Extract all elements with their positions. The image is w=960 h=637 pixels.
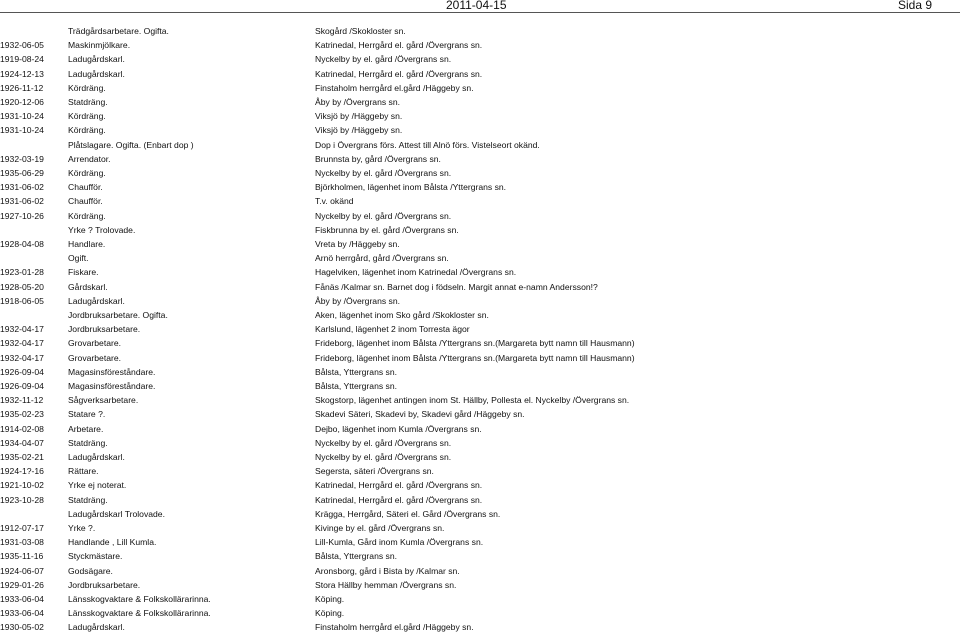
record-occupation: Ladugårdskarl. [68,54,125,65]
record-occupation: Gårdskarl. [68,281,108,292]
list-item [0,125,960,139]
record-date: 1935-11-16 [0,551,44,562]
record-place: Åby by /Övergrans sn. [315,295,401,306]
list-item [0,438,960,452]
record-occupation: Trädgårdsarbetare. Ogifta. [68,26,169,36]
record-date: 1927-10-26 [0,210,44,221]
record-occupation: Grovarbetare. [68,338,122,349]
list-item [0,594,960,608]
record-date: 1918-06-05 [0,295,44,306]
record-occupation: Statare ?. [68,409,106,420]
record-occupation: Länsskogvaktare & Folkskollärarinna. [68,608,211,619]
page-header [0,0,960,14]
record-place: Nyckelby by el. gård /Övergrans sn. [315,452,452,462]
record-place: Viksjö by /Häggeby sn. [315,125,403,136]
record-occupation: Styckmästare. [68,551,123,562]
record-place: Nyckelby by el. gård /Övergrans sn. [315,437,452,448]
header-date: 2011-04-15 [446,0,507,12]
record-occupation: Länsskogvaktare & Folkskollärarinna. [68,594,211,604]
record-date: 1932-06-05 [0,40,44,51]
record-place: Brunnsta by, gård /Övergrans sn. [315,153,441,164]
record-date: 1935-02-23 [0,409,44,420]
record-occupation: Ladugårdskarl. [68,68,125,79]
list-item [0,239,960,253]
record-place: Dop i Övergrans förs. Attest till Alnö förs. Vistelseort okänd. [315,139,540,150]
record-date: 1935-02-21 [0,452,44,462]
record-occupation: Kördräng. [68,111,106,122]
record-occupation: Statdräng. [68,494,108,505]
record-occupation: Magasinsföreståndare. [68,366,156,377]
record-occupation: Kördräng. [68,210,106,221]
record-place: Bålsta, Yttergrans sn. [315,366,398,377]
record-place: Nyckelby by el. gård /Övergrans sn. [315,210,452,221]
list-item [0,282,960,296]
list-item [0,381,960,395]
list-item [0,480,960,494]
list-item [0,622,960,636]
record-date: 1931-06-02 [0,196,44,207]
record-occupation: Fiskare. [68,267,99,278]
list-item [0,566,960,580]
list-item [0,111,960,125]
record-place: Frideborg, lägenhet inom Bålsta /Yttergrans sn.(Margareta bytt namn till Hausmann) [315,338,635,349]
record-occupation: Ogift. [68,253,89,264]
list-item [0,495,960,509]
record-place: Kivinge by el. gård /Övergrans sn. [315,523,445,533]
record-occupation: Ladugårdskarl Trolovade. [68,508,165,519]
record-date: 1932-04-17 [0,352,44,363]
record-place: Katrinedal, Herrgård el. gård /Övergrans sn. [315,68,483,79]
record-date: 1931-03-08 [0,537,44,548]
record-occupation: Kördräng. [68,168,106,178]
record-date: 1933-06-04 [0,594,44,604]
list-item [0,338,960,352]
record-occupation: Maskinmjölkare. [68,40,131,51]
record-date: 1926-11-12 [0,82,44,93]
record-date: 1932-04-17 [0,338,44,349]
record-occupation: Ladugårdskarl. [68,295,125,306]
record-date: 1931-10-24 [0,111,44,122]
record-date: 1931-10-24 [0,125,44,136]
record-place: Aronsborg, gård i Bista by /Kalmar sn. [315,565,460,576]
record-place: Viksjö by /Häggeby sn. [315,111,403,122]
record-place: Stora Hällby hemman /Övergrans sn. [315,579,457,590]
list-item [0,267,960,281]
record-place: Aken, lägenhet inom Sko gård /Skokloster sn. [315,310,489,320]
list-item [0,580,960,594]
list-item [0,409,960,423]
list-item [0,452,960,466]
record-occupation: Statdräng. [68,437,108,448]
record-place: Bålsta, Yttergrans sn. [315,381,398,391]
record-occupation: Jordbruksarbetare. [68,579,141,590]
record-occupation: Jordbruksarbetare. Ogifta. [68,310,168,320]
list-item [0,395,960,409]
record-date: 1932-03-19 [0,153,44,164]
record-place: T.v. okänd [315,196,354,207]
record-place: Björkholmen, lägenhet inom Bålsta /Yttergrans sn. [315,182,507,193]
list-item [0,367,960,381]
record-place: Fiskbrunna by el. gård /Övergrans sn. [315,224,459,235]
record-occupation: Plåtslagare. Ogifta. (Enbart dop ) [68,139,194,150]
record-date: 1924-12-13 [0,68,44,79]
record-place: Frideborg, lägenhet inom Bålsta /Yttergrans sn.(Margareta bytt namn till Hausmann) [315,352,635,363]
record-occupation: Sågverksarbetare. [68,395,139,406]
record-date: 1919-08-24 [0,54,44,65]
record-occupation: Grovarbetare. [68,352,122,363]
list-item [0,69,960,83]
record-place: Nyckelby by el. gård /Övergrans sn. [315,168,452,178]
record-date: 1928-05-20 [0,281,44,292]
list-item [0,253,960,267]
record-place: Åby by /Övergrans sn. [315,97,401,107]
record-occupation: Ladugårdskarl. [68,452,125,462]
record-date: 1930-05-02 [0,622,44,633]
record-place: Finstaholm herrgård el.gård /Häggeby sn. [315,622,474,633]
list-item [0,324,960,338]
list-item [0,296,960,310]
list-item [0,54,960,68]
record-date: 1934-04-07 [0,437,44,448]
list-item [0,353,960,367]
record-occupation: Arrendator. [68,153,111,164]
record-occupation: Yrke ej noterat. [68,480,127,491]
record-place: Nyckelby by el. gård /Övergrans sn. [315,54,452,65]
record-date: 1932-11-12 [0,395,44,406]
record-occupation: Ladugårdskarl. [68,622,125,633]
record-occupation: Arbetare. [68,423,104,434]
record-place: Hagelviken, lägenhet inom Katrinedal /Övergrans sn. [315,267,517,278]
record-place: Karlslund, lägenhet 2 inom Torresta ägor [315,324,470,335]
record-date: 1933-06-04 [0,608,44,619]
record-place: Lill-Kumla, Gård inom Kumla /Övergrans sn. [315,537,484,548]
list-item [0,154,960,168]
list-item [0,509,960,523]
record-place: Vreta by /Häggeby sn. [315,239,400,249]
list-item [0,523,960,537]
list-item [0,97,960,111]
record-occupation: Jordbruksarbetare. [68,324,141,335]
record-occupation: Chaufför. [68,196,103,207]
record-place: Segersta, säteri /Övergrans sn. [315,466,434,477]
record-place: Skadevi Säteri, Skadevi by, Skadevi gård /Häggeby sn. [315,409,525,420]
record-date: 1920-12-06 [0,97,44,107]
list-item [0,83,960,97]
list-item [0,168,960,182]
list-item [0,551,960,565]
list-item [0,26,960,40]
record-place: Köping. [315,608,345,619]
record-place: Krägga, Herrgård, Säteri el. Gård /Övergrans sn. [315,508,501,519]
record-occupation: Chaufför. [68,182,103,193]
record-place: Katrinedal, Herrgård el. gård /Övergrans sn. [315,40,483,51]
record-occupation: Handlare. [68,239,106,249]
record-date: 1928-04-08 [0,239,44,249]
record-place: Köping. [315,594,345,604]
record-date: 1924-1?-16 [0,466,44,477]
record-date: 1932-04-17 [0,324,44,335]
record-occupation: Godsägare. [68,565,113,576]
record-date: 1921-10-02 [0,480,44,491]
record-date: 1926-09-04 [0,366,44,377]
record-occupation: Kördräng. [68,82,106,93]
record-date: 1923-01-28 [0,267,44,278]
list-item [0,225,960,239]
record-date: 1914-02-08 [0,423,44,434]
list-item [0,424,960,438]
record-place: Dejbo, lägenhet inom Kumla /Övergrans sn. [315,423,482,434]
record-occupation: Yrke ? Trolovade. [68,224,136,235]
list-item [0,196,960,210]
record-occupation: Rättare. [68,466,99,477]
record-date: 1924-06-07 [0,565,44,576]
record-occupation: Statdräng. [68,97,108,107]
record-occupation: Kördräng. [68,125,106,136]
list-item [0,40,960,54]
record-date: 1926-09-04 [0,381,44,391]
record-date: 1935-06-29 [0,168,44,178]
record-place: Bålsta, Yttergrans sn. [315,551,398,562]
record-place: Katrinedal, Herrgård el. gård /Övergrans sn. [315,480,483,491]
record-place: Fånäs /Kalmar sn. Barnet dog i födseln. Margit annat e-namn Andersson!? [315,281,598,292]
list-item [0,211,960,225]
record-occupation: Yrke ?. [68,523,96,533]
header-page-number: Sida 9 [898,0,933,12]
record-date: 1931-06-02 [0,182,44,193]
record-place: Finstaholm herrgård el.gård /Häggeby sn. [315,82,474,93]
record-place: Skogård /Skokloster sn. [315,26,406,36]
list-item [0,608,960,622]
record-place: Katrinedal, Herrgård el. gård /Övergrans sn. [315,494,483,505]
record-place: Arnö herrgård, gård /Övergrans sn. [315,253,449,264]
record-date: 1912-07-17 [0,523,44,533]
record-date: 1923-10-28 [0,494,44,505]
list-item [0,182,960,196]
record-place: Skogstorp, lägenhet antingen inom St. Hällby, Pollesta el. Nyckelby /Övergrans sn. [315,395,630,406]
list-item [0,466,960,480]
list-item [0,537,960,551]
list-item [0,310,960,324]
list-item [0,140,960,154]
header-divider [0,12,960,13]
record-occupation: Handlande , Lill Kumla. [68,537,157,548]
record-occupation: Magasinsföreståndare. [68,381,156,391]
record-date: 1929-01-26 [0,579,44,590]
